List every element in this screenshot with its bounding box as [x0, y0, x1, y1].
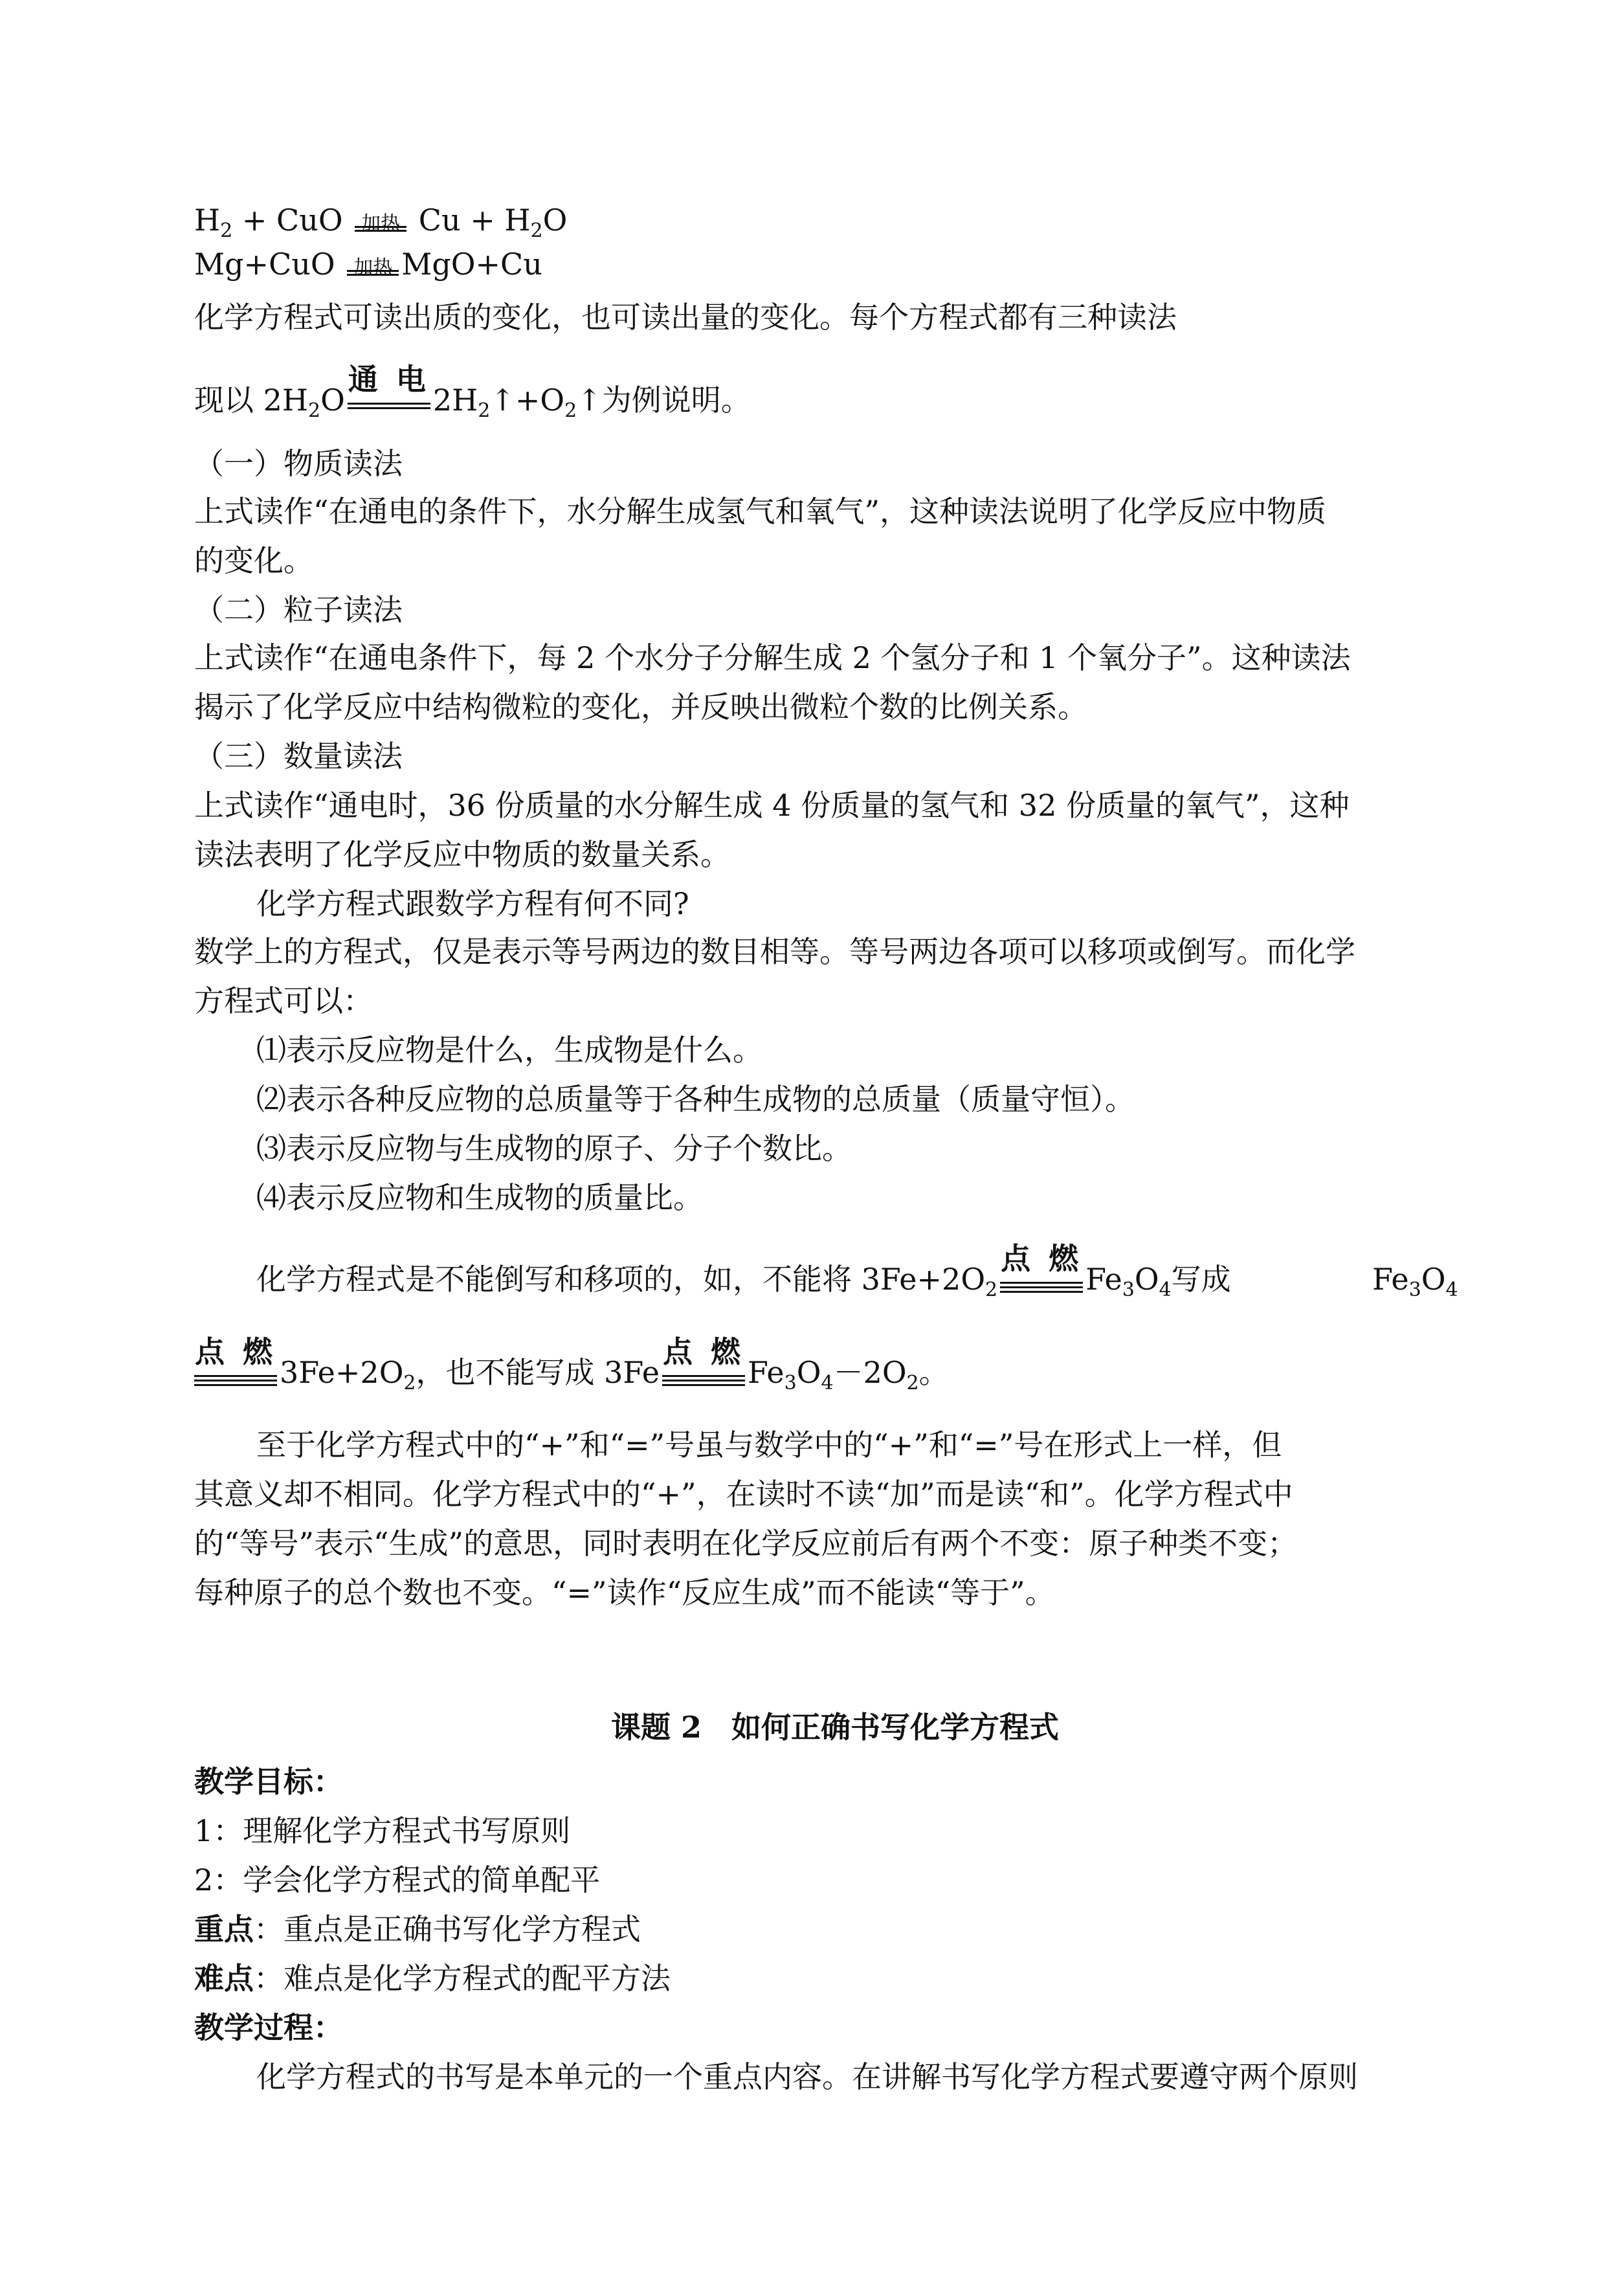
paragraph: 每种原子的总个数也不变。“=”读作“反应生成”而不能读“等于”。 [194, 1575, 1055, 1610]
equation-mg-cuo: Mg+CuO 加热 MgO+Cu [194, 247, 542, 282]
fe-equation-line: 化学方程式是不能倒写和移项的，如，不能将 $3Fe+2O_2$ 点 燃 $Fe_3O_4$写成 $Fe_3O_4$ [256, 1241, 1458, 1301]
difficulty-line [194, 1959, 1476, 1998]
condition-ignition: 点 燃 [1000, 1279, 1083, 1290]
section-title: 课题 2 如何正确书写化学方程式 [610, 1710, 1060, 1745]
list-item: ⑵表示各种反应物的总质量等于各种生成物的总质量（质量守恒）。 [256, 1082, 1135, 1117]
fe-equation-line-2: 点 燃 $3Fe+2O_2$，也不能写成 3Fe 点 燃 $Fe_3O_4-2O_2$。 [194, 1334, 949, 1394]
paragraph: 读法表明了化学反应中物质的数量关系。 [194, 837, 730, 872]
paragraph: 揭示了化学反应中结构微粒的变化，并反映出微粒个数的比例关系。 [194, 689, 1087, 724]
paragraph: 上式读作“在通电条件下，每 2 个水分子分解生成 2 个氢分子和 1 个氧分子”。这种读法 [194, 640, 1351, 675]
paragraph: 的变化。 [194, 543, 313, 578]
paragraph: 的“等号”表示“生成”的意思，同时表明在化学反应前后有两个不变：原子种类不变； [194, 1526, 1298, 1561]
equation-h2-cuo: $H_2$ + CuO 加热 $Cu + H_2O$ [194, 203, 568, 242]
paragraph: 方程式可以： [194, 983, 373, 1018]
condition-heating: 加热 [355, 224, 406, 230]
key-point-text: ：重点是正确书写化学方程式 [254, 1912, 641, 1947]
paragraph: 化学方程式的书写是本单元的一个重点内容。在讲解书写化学方程式要遵守两个原则 [256, 2059, 1358, 2094]
heading-particle-reading: （二）粒子读法 [194, 592, 403, 627]
condition-ignition: 点 燃 [194, 1372, 277, 1383]
difficulty-label: 难点 [194, 1961, 254, 1996]
goal-item: 2：学会化学方程式的简单配平 [194, 1862, 601, 1897]
key-point-line [194, 1910, 1476, 1949]
condition-ignition: 点 燃 [662, 1372, 745, 1383]
teaching-goals-heading: 教学目标： [194, 1764, 343, 1799]
fe3o4-tail: $Fe_3O_4$ [1372, 1262, 1458, 1301]
heading-material-reading: （一）物质读法 [194, 446, 403, 481]
paragraph: 其意义却不相同。化学方程式中的“+”，在读时不读“加”而是读“和”。化学方程式中 [194, 1477, 1293, 1512]
list-item: ⑶表示反应物与生成物的原子、分子个数比。 [256, 1131, 852, 1166]
condition-heating: 加热 [347, 268, 399, 274]
difficulty-text: ：难点是化学方程式的配平方法 [254, 1961, 671, 1996]
list-item: ⑴表示反应物是什么，生成物是什么。 [256, 1033, 762, 1068]
paragraph: 上式读作“通电时，36 份质量的水分解生成 4 份质量的氢气和 32 份质量的氧气”，这种 [194, 788, 1350, 823]
condition-electrolysis: 通 电 [348, 400, 430, 410]
example-equation-line: 现以 $2H_2O$ 通 电 $2H_2↑+O_2↑$为例说明。 [194, 362, 751, 422]
paragraph: 至于化学方程式中的“+”和“=”号虽与数学中的“+”和“=”号在形式上一样，但 [256, 1427, 1282, 1462]
heading-quantity-reading: （三）数量读法 [194, 739, 403, 774]
list-item: ⑷表示反应物和生成物的质量比。 [256, 1180, 703, 1215]
goal-item: 1：理解化学方程式书写原则 [194, 1813, 571, 1848]
intro-paragraph: 化学方程式可读出质的变化，也可读出量的变化。每个方程式都有三种读法 [194, 300, 1177, 335]
paragraph: 上式读作“在通电的条件下，水分解生成氢气和氧气”，这种读法说明了化学反应中物质 [194, 494, 1327, 529]
key-point-label: 重点 [194, 1912, 254, 1947]
question: 化学方程式跟数学方程有何不同? [256, 886, 689, 921]
teaching-process-heading: 教学过程： [194, 2010, 343, 2045]
paragraph: 数学上的方程式，仅是表示等号两边的数目相等。等号两边各项可以移项或倒写。而化学 [194, 934, 1355, 969]
